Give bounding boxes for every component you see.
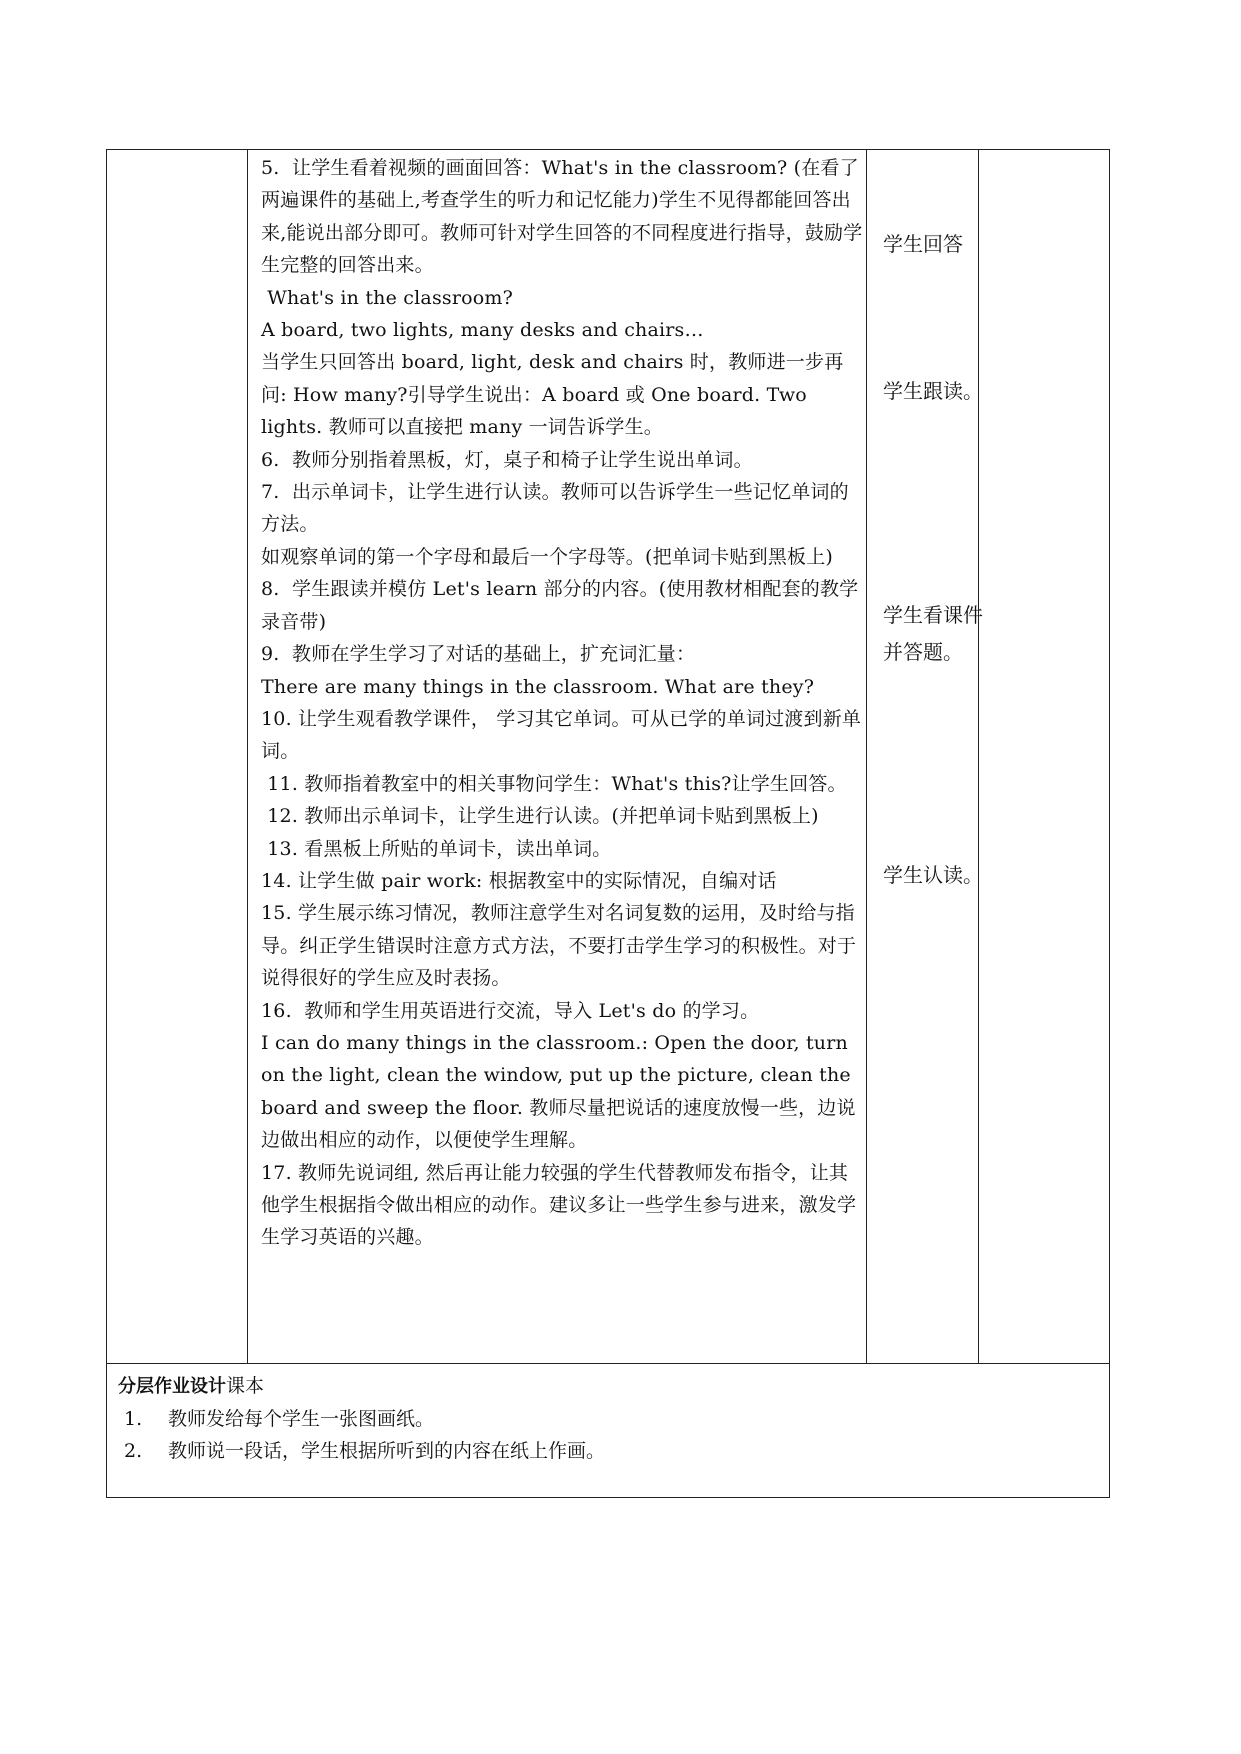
step-15: 15. 学生展示练习情况，教师注意学生对名词复数的运用，及时给与指导。纠正学生错误时注意方式方法，不要打击学生学习的积极性。对于说得很好的学生应及时表扬。 — [261, 902, 857, 990]
step-8: 8. 学生跟读并模仿 Let's learn 部分的内容。(使用教材相配套的教学录音带) — [261, 578, 859, 633]
step-5-prompt: 5. 让学生看着视频的画面回答：What's in the classroom? (在看了两遍课件的基础上,考查学生的听力和记忆能力)学生不见得都能回答出来,能说出部分即可。教师可针对学生回答的不同程度进行指导，鼓励学生完整的回答出来。 — [261, 157, 863, 277]
homework-item — [124, 1437, 605, 1465]
column-divider-left — [247, 149, 248, 1363]
student-activity-answer: 学生回答 — [883, 232, 963, 256]
step-5-question: What's in the classroom? — [261, 286, 514, 309]
step-9: 9. 教师在学生学习了对话的基础上，扩充词汇量： — [261, 643, 696, 666]
teaching-steps — [261, 152, 866, 1254]
step-17: 17. 教师先说词组, 然后再让能力较强的学生代替教师发布指令，让其他学生根据指令做出相应的动作。建议多让一些学生参与进来，激发学生学习英语的兴趣。 — [261, 1161, 857, 1249]
step-7-tip: 如观察单词的第一个字母和最后一个字母等。(把单词卡贴到黑板上) — [261, 545, 834, 568]
step-10: 10. 让学生观看教学课件， 学习其它单词。可从已学的单词过渡到新单词。 — [261, 707, 862, 763]
student-activity-read-after: 学生跟读。 — [883, 379, 983, 403]
homework-item-number: 1. — [124, 1408, 143, 1430]
homework-item — [124, 1405, 434, 1433]
step-13: 13. 看黑板上所贴的单词卡，读出单词。 — [261, 837, 612, 860]
step-6: 6. 教师分别指着黑板，灯，桌子和椅子让学生说出单词。 — [261, 448, 753, 471]
step-7: 7. 出示单词卡，让学生进行认读。教师可以告诉学生一些记忆单词的方法。 — [261, 481, 849, 536]
student-activity-courseware: 学生看课件并答题。 — [883, 603, 983, 664]
homework-item-number: 2. — [124, 1440, 143, 1462]
homework-item-text: 教师说一段话，学生根据所听到的内容在纸上作画。 — [168, 1440, 606, 1462]
step-11: 11. 教师指着教室中的相关事物问学生：What's this?让学生回答。 — [261, 772, 847, 795]
homework-row-divider — [106, 1363, 1110, 1364]
column-divider-right — [978, 149, 979, 1363]
homework-item-text: 教师发给每个学生一张图画纸。 — [168, 1408, 435, 1430]
homework-heading: 分层作业设计 — [118, 1376, 226, 1397]
student-activity-recognize: 学生认读。 — [883, 863, 983, 887]
step-5-followup: 当学生只回答出 board, light, desk and chairs 时，教师进一步再问: How many?引导学生说出：A board 或 One board. Two lights. 教师可以直接把 many 一词告诉学生。 — [261, 351, 844, 439]
step-14: 14. 让学生做 pair work: 根据教室中的实际情况，自编对话 — [261, 869, 777, 892]
column-divider-activity — [866, 149, 867, 1363]
step-16-dialogue: I can do many things in the classroom.: Open the door, turn on the light, clean the window, put up the picture, clean the board and sweep the floor. 教师尽量把说话的速度放慢一些，边说边做出相应的动作，以便使学生理解。 — [261, 1031, 858, 1152]
homework-title — [118, 1372, 264, 1401]
step-16: 16. 教师和学生用英语进行交流，导入 Let's do 的学习。 — [261, 999, 760, 1022]
step-9-sentence: There are many things in the classroom. What are they? — [261, 675, 815, 698]
step-12: 12. 教师出示单词卡，让学生进行认读。(并把单词卡贴到黑板上) — [261, 805, 819, 828]
homework-title-suffix: 课本 — [226, 1375, 265, 1397]
step-5-answer: A board, two lights, many desks and chairs… — [261, 319, 704, 342]
